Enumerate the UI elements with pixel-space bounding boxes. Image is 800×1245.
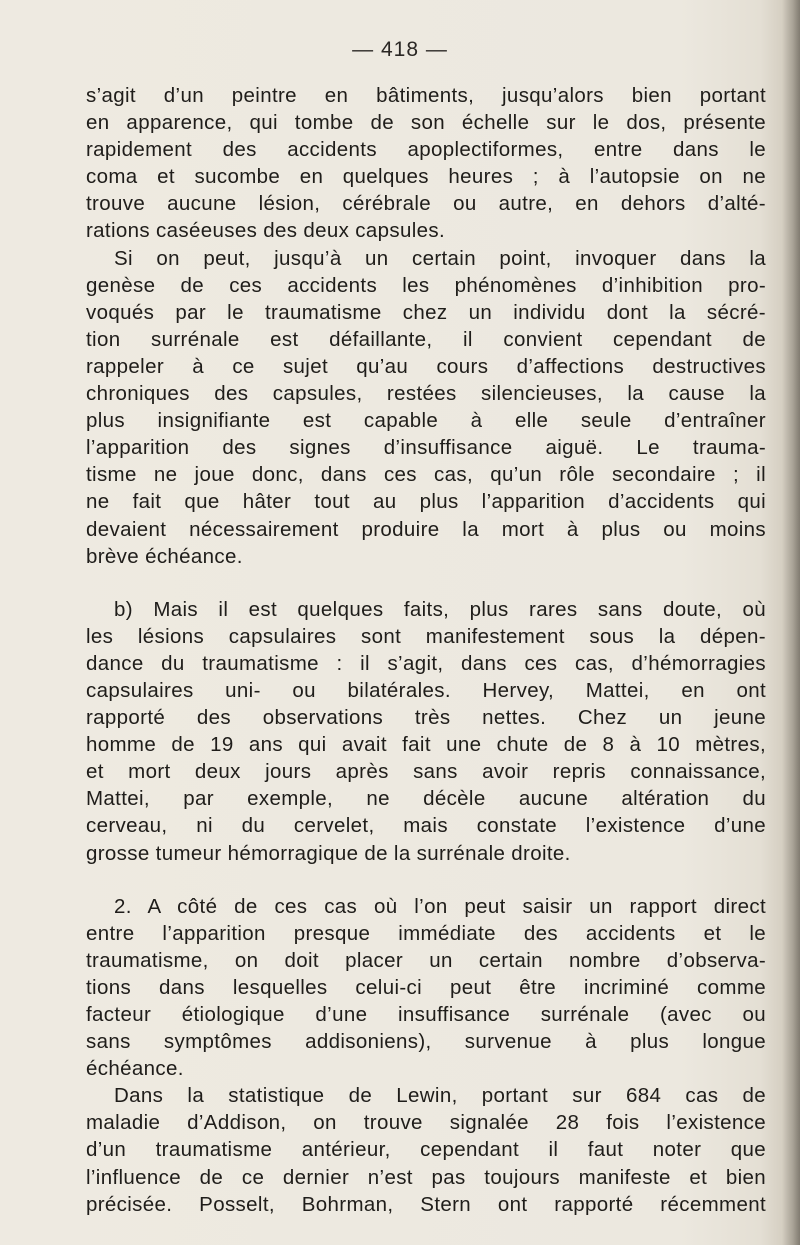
body-text [86,82,766,1218]
text-line: et mort deux jours après sans avoir repris connaissance, [86,760,766,784]
paragraph-4 [86,893,766,1083]
page-edge-shadow [782,0,800,1245]
text-line: en apparence, qui tombe de son échelle sur le dos, présente [86,111,766,135]
text-line: capsulaires uni- ou bilatérales. Hervey, Mattei, en ont [86,678,766,702]
text-line: d’un traumatisme antérieur, cependant il faut noter que [86,1138,766,1162]
text-line: les lésions capsulaires sont manifestement sous la dépen- [86,624,766,648]
text-line: maladie d’Addison, on trouve signalée 28 fois l’existence [86,1111,766,1135]
text-line: l’influence de ce dernier n’est pas toujours manifeste et bien [86,1165,766,1189]
text-line: s’agit d’un peintre en bâtiments, jusqu’alors bien portant [86,84,766,107]
text-line: rations caséeuses des deux capsules. [86,219,446,243]
text-line: b) Mais il est quelques faits, plus rares sans doute, où [114,597,766,621]
text-line: trouve aucune lésion, cérébrale ou autre, en dehors d’alté- [86,192,766,216]
text-line: dance du traumatisme : il s’agit, dans ces cas, d’hémorragies [86,651,766,675]
text-line: devaient nécessairement produire la mort à plus ou moins [86,517,766,541]
text-line: brève échéance. [86,544,243,568]
text-line: chroniques des capsules, restées silencieuses, la cause la [86,382,766,406]
text-line: sans symptômes addisoniens), survenue à plus longue [86,1030,766,1054]
text-line: cerveau, ni du cervelet, mais constate l’existence d’une [86,814,766,838]
text-line: tion surrénale est défaillante, il convient cependant de [86,327,766,351]
text-line: coma et sucombe en quelques heures ; à l’autopsie on ne [86,165,766,189]
text-line: Si on peut, jusqu’à un certain point, invoquer dans la [114,246,766,270]
paragraph-gap [86,570,766,596]
text-line: grosse tumeur hémorragique de la surrénale droite. [86,841,571,865]
text-line: Dans la statistique de Lewin, portant sur 684 cas de [114,1084,766,1108]
text-line: voqués par le traumatisme chez un individu dont la sécré- [86,300,766,324]
paragraph-1 [86,82,766,245]
text-line: rapidement des accidents apoplectiformes, entre dans le [86,138,766,162]
paragraph-5 [86,1082,766,1217]
text-line: homme de 19 ans qui avait fait une chute de 8 à 10 mètres, [86,733,766,757]
text-line: l’apparition des signes d’insuffisance aiguë. Le trauma- [86,436,766,460]
text-line: genèse de ces accidents les phénomènes d’inhibition pro- [86,273,766,297]
text-line: facteur étiologique d’une insuffisance surrénale (avec ou [86,1003,766,1026]
text-line: Mattei, par exemple, ne décèle aucune altération du [86,787,766,811]
text-line: échéance. [86,1057,184,1081]
text-line: 2. A côté de ces cas où l’on peut saisir un rapport direct [114,894,766,918]
text-line: précisée. Posselt, Bohrman, Stern ont rapporté récemment [86,1192,766,1216]
text-line: rappeler à ce sujet qu’au cours d’affections destructives [86,354,766,378]
text-line: tisme ne joue donc, dans ces cas, qu’un rôle secondaire ; il [86,463,766,487]
text-line: rapporté des observations très nettes. Chez un jeune [86,706,766,730]
paragraph-3 [86,596,766,867]
page-number: — 418 — [352,38,448,61]
text-line: ne fait que hâter tout au plus l’apparition d’accidents qui [86,490,766,514]
paragraph-gap [86,867,766,893]
text-line: plus insignifiante est capable à elle seule d’entraîner [86,409,766,433]
text-line: entre l’apparition presque immédiate des accidents et le [86,921,766,945]
text-line: traumatisme, on doit placer un certain nombre d’observa- [86,948,766,972]
paragraph-2 [86,245,766,570]
text-line: tions dans lesquelles celui-ci peut être incriminé comme [86,975,766,999]
